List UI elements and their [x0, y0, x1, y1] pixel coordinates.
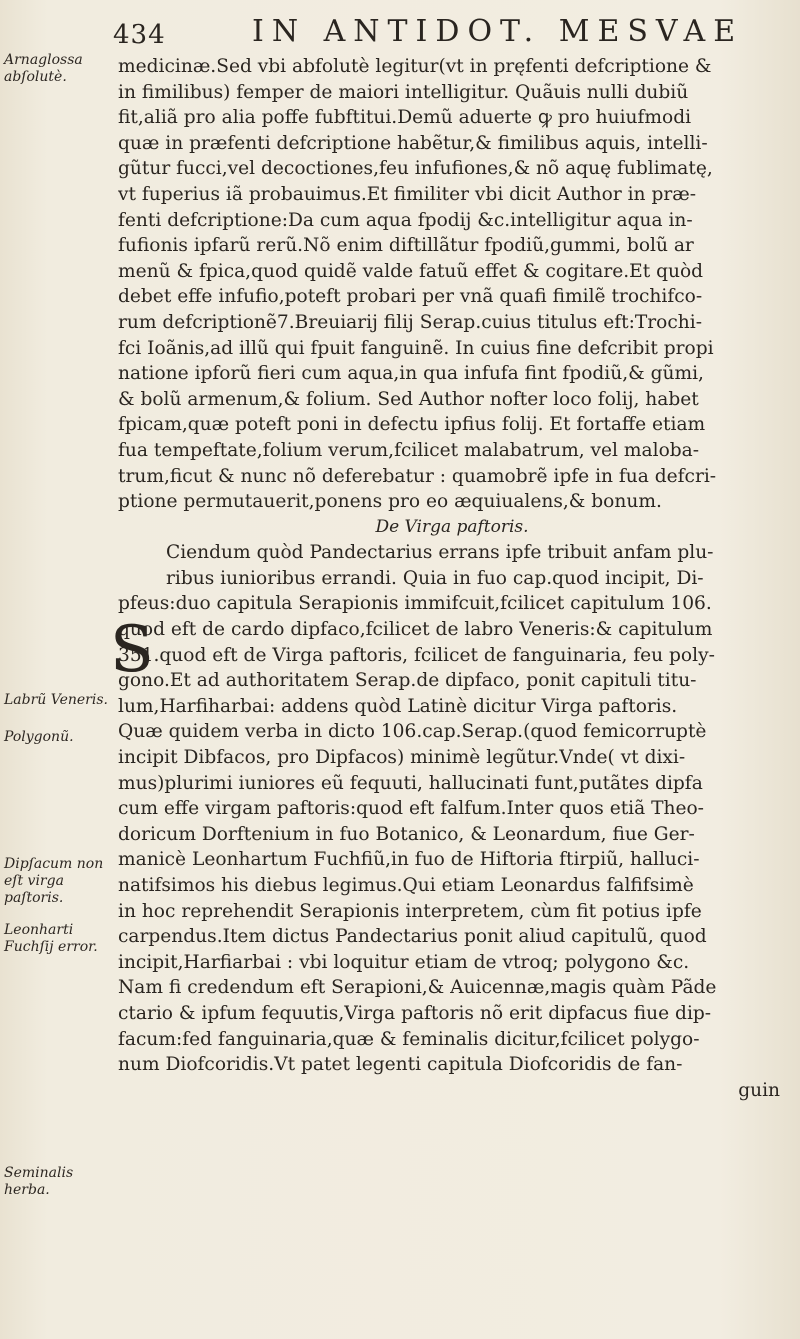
text-line: fpicam,quæ poteft poni in defectu ipfius folij. Et fortaffe etiam — [118, 414, 706, 436]
section-heading: De Virga paftoris. — [375, 516, 529, 537]
text-line: incipit Dibfacos, pro Dipfacos) minimè legũtur.Vnde( vt dixi- — [118, 747, 686, 769]
text-line: medicinæ.Sed vbi abfolutè legitur(vt in pręfenti defcriptione & — [118, 56, 712, 77]
text-line: facum:fed fanguinaria,quæ & feminalis dicitur,fcilicet polygo- — [118, 1028, 700, 1050]
text-line: debet effe infufio,poteft probari per vnã quafi fimilẽ trochifco- — [118, 286, 703, 308]
text-line: gono.Et ad authoritatem Serap.de dipfaco, ponit capituli titu- — [118, 670, 697, 692]
text-line: cum effe virgam paftoris:quod eft falfum.Inter quos etiã Theo- — [118, 798, 704, 820]
text-line: in fimilibus) femper de maiori intelligitur. Quãuis nulli dubiũ — [118, 81, 689, 103]
marginal-note-seminalis: Seminalis herba. — [4, 1165, 74, 1198]
page-number: 434 — [113, 20, 166, 50]
text-line: natione ipforũ fieri cum aqua,in qua infufa fint fpodiũ,& gũmi, — [118, 363, 704, 385]
text-line: in hoc reprehendit Serapionis interpretem, cùm fit potius ipfe — [118, 900, 702, 922]
main-text — [110, 54, 786, 1103]
text-line: carpendus.Item dictus Pandectarius ponit aliud capitulũ, quod — [118, 926, 707, 948]
text-line: quod eft de cardo dipfaco,fcilicet de labro Veneris:& capitulum — [118, 619, 713, 641]
text-line: manicè Leonhartum Fuchfiũ,in fuo de Hiftoria ftirpiũ, halluci- — [118, 849, 700, 871]
catchword: guin — [738, 1079, 780, 1101]
text-line: lum,Harfiharbai: addens quòd Latinè dicitur Virga paftoris. — [118, 695, 678, 717]
text-line: Quæ quidem verba in dicto 106.cap.Serap.(quod femicorruptè — [118, 721, 707, 743]
text-line: vt fuperius iã probauimus.Et fimiliter vbi dicit Author in præ- — [118, 183, 696, 205]
text-line: & bolũ armenum,& folium. Sed Author nofter loco folij, habet — [118, 388, 699, 410]
text-line: menũ & fpica,quod quidẽ valde fatuũ effet & cogitare.Et quòd — [118, 260, 704, 282]
text-line: Nam fi credendum eft Serapioni,& Auicennæ,magis quàm Pãde — [118, 977, 717, 999]
marginal-note-arnaglossa: Arnaglossa abſolutè. — [4, 52, 83, 85]
text-line: fenti defcriptione:Da cum aqua fpodij &c.intelligitur aqua in- — [118, 209, 693, 231]
text-line: fit,aliã pro alia poffe fubftitui.Demũ aduerte ꝙ pro huiufmodi — [118, 107, 692, 129]
text-line: doricum Dorftenium in fuo Botanico, & Leonardum, fiue Ger- — [118, 823, 695, 845]
text-line: pfeus:duo capitula Serapionis immifcuit,fcilicet capitulum 106. — [118, 593, 712, 615]
running-head: IN ANTIDOT. MESVAE — [252, 14, 744, 49]
text-line: fci Ioãnis,ad illũ qui fpuit fanguinẽ. In cuius fine defcribit propi — [118, 337, 714, 359]
text-line: rum defcriptionẽ7.Breuiarij filij Serap.cuius titulus eft:Trochi- — [118, 311, 702, 333]
text-line: num Diofcoridis.Vt patet legenti capitula Diofcoridis de fan- — [118, 1054, 683, 1076]
text-line: mus)plurimi iuniores eũ fequuti, hallucinati funt,putãtes dipfa — [118, 772, 703, 794]
page-header — [0, 14, 800, 54]
text-line: 351.quod eft de Virga paftoris, fcilicet de fanguinaria, feu poly- — [118, 644, 715, 666]
text-line: ctario & ipfum fequutis,Virga paftoris nõ erit dipfacus fiue dip- — [118, 1002, 712, 1024]
text-line: ribus iunioribus errandi. Quia in fuo cap.quod incipit, Di- — [166, 567, 704, 589]
drop-cap-initial: S — [110, 613, 154, 687]
text-line: trum,ficut & nunc nõ deferebatur : quamobrẽ ipfe in fua defcri- — [118, 465, 717, 487]
text-line: quæ in præfenti defcriptione habẽtur,& fimilibus aquis, intelli- — [118, 132, 708, 154]
marginal-note-dipsacum: Dipſacum non eſt virga paſtoris. — [4, 856, 104, 906]
marginal-note-polygonum: Polygonũ. — [4, 729, 74, 745]
text-line: Ciendum quòd Pandectarius errans ipfe tribuit anfam plu- — [166, 542, 714, 564]
text-line: gũtur fucci,vel decoctiones,feu infufiones,& nõ aquę fublimatę, — [118, 158, 713, 180]
text-line: fua tempeftate,folium verum,fcilicet malabatrum, vel maloba- — [118, 439, 700, 461]
text-line: ptione permutauerit,ponens pro eo æquiualens,& bonum. — [118, 491, 662, 513]
text-line: natifsimos his diebus legimus.Qui etiam Leonardus falfifsimè — [118, 875, 694, 896]
marginal-note-fuchsius-error: Leonharti Fuchſij error. — [4, 922, 98, 955]
marginal-note-labrum-veneris: Labrũ Veneris. — [4, 692, 108, 708]
text-line: incipit,Harfiarbai : vbi loquitur etiam de vtroq; polygono &c. — [118, 951, 690, 973]
text-line: fufionis ipfarũ rerũ.Nõ enim diftillãtur fpodiũ,gummi, bolũ ar — [118, 235, 694, 257]
